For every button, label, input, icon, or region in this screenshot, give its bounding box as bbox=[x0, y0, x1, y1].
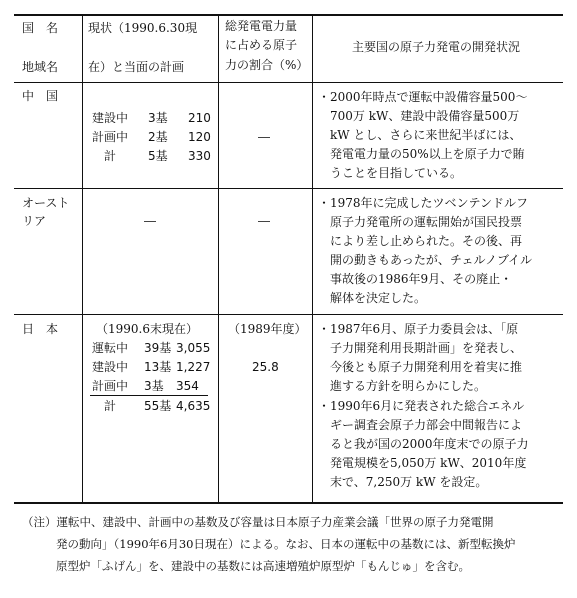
development-line: により差し止められた。その後、再 bbox=[330, 234, 523, 248]
table-bottom-rule bbox=[14, 502, 563, 504]
development-line: 末で、7,250万 kW を設定。 bbox=[330, 475, 488, 489]
header-country: 国 名 bbox=[22, 21, 59, 35]
plan-label: 計 bbox=[104, 149, 117, 163]
note-line: 発の動向」（1990年6月30日現在）による。なお、日本の運転中の基数には、新型転換炉 bbox=[56, 537, 516, 551]
note-line: 原型炉「ふげん」を、建設中の基数には高速増殖炉原型炉「もんじゅ」を含む。 bbox=[56, 559, 470, 573]
share-year: （1989年度） bbox=[228, 322, 307, 336]
header-development: 主要国の原子力発電の開発状況 bbox=[352, 40, 521, 54]
country-austria-line2: リア bbox=[22, 214, 47, 228]
header-status-line1: 現状（1990.6.30現 bbox=[88, 21, 198, 35]
plan-label: 計画中 bbox=[92, 379, 129, 393]
development-line: 700万 kW、建設中設備容量500万 bbox=[330, 109, 520, 123]
plan-label: 計画中 bbox=[92, 130, 129, 144]
subtotal-rule bbox=[90, 395, 208, 396]
plan-capacity: 3,055 bbox=[176, 341, 211, 355]
plan-count: 5基 bbox=[148, 149, 168, 163]
plan-capacity: 330 bbox=[188, 149, 211, 163]
development-line: ・1990年6月に発表された総合エネル bbox=[318, 399, 525, 413]
plan-dash: ― bbox=[144, 214, 156, 228]
country-china: 中 国 bbox=[22, 89, 59, 103]
development-line: 発電規模を5,050万 kW、2010年度 bbox=[330, 456, 527, 470]
development-line: 今後とも原子力開発利用を着実に推 bbox=[330, 360, 523, 374]
table-top-rule bbox=[14, 14, 563, 16]
plan-count: 3基 bbox=[144, 379, 164, 393]
development-line: 子力開発利用長期計画」を発表し、 bbox=[330, 341, 523, 355]
header-status-line2: 在）と当面の計画 bbox=[88, 60, 185, 74]
plan-capacity: 4,635 bbox=[176, 399, 211, 413]
plan-count: 39基 bbox=[144, 341, 172, 355]
development-line: ると我が国の2000年度末での原子力 bbox=[330, 437, 529, 451]
share-value: 25.8 bbox=[252, 360, 279, 374]
plan-capacity: 1,227 bbox=[176, 360, 211, 374]
plan-label: 建設中 bbox=[92, 111, 129, 125]
header-bottom-rule bbox=[14, 82, 563, 83]
development-line: ・2000年時点で運転中設備容量500～ bbox=[318, 90, 528, 104]
plan-capacity: 120 bbox=[188, 130, 211, 144]
header-share-line2: に占める原子 bbox=[225, 38, 298, 52]
header-share-line1: 総発電電力量 bbox=[225, 19, 298, 33]
column-divider-3 bbox=[312, 14, 313, 502]
plan-count: 2基 bbox=[148, 130, 168, 144]
development-line: 原子力発電所の運転開始が国民投票 bbox=[330, 215, 523, 229]
share-value: ― bbox=[258, 130, 270, 144]
country-japan: 日 本 bbox=[22, 322, 59, 336]
plan-capacity: 210 bbox=[188, 111, 211, 125]
development-line: 発電電力量の50%以上を原子力で賄 bbox=[330, 147, 525, 161]
country-austria-line1: オースト bbox=[22, 196, 70, 210]
note-line: （注）運転中、建設中、計画中の基数及び容量は日本原子力産業会議「世界の原子力発電開 bbox=[22, 515, 494, 529]
plan-capacity: 354 bbox=[176, 379, 199, 393]
development-line: kW とし、さらに来世紀半ばには、 bbox=[330, 128, 522, 142]
development-line: うことを目指している。 bbox=[330, 166, 463, 180]
column-divider-1 bbox=[82, 14, 83, 502]
plan-count: 55基 bbox=[144, 399, 172, 413]
header-region: 地域名 bbox=[22, 60, 59, 74]
plan-count: 3基 bbox=[148, 111, 168, 125]
row-divider-2 bbox=[14, 314, 563, 315]
plan-label: 運転中 bbox=[92, 341, 129, 355]
plan-label: 建設中 bbox=[92, 360, 129, 374]
development-line: 解体を決定した。 bbox=[330, 291, 427, 305]
share-value: ― bbox=[258, 214, 270, 228]
development-line: ・1987年6月、原子力委員会は、「原 bbox=[318, 322, 519, 336]
development-line: ギー調査会原子力部会中間報告によ bbox=[330, 418, 523, 432]
row-divider-1 bbox=[14, 188, 563, 189]
plan-count: 13基 bbox=[144, 360, 172, 374]
header-share-line3: 力の割合（%） bbox=[225, 58, 309, 72]
development-line: 事故後の1986年9月、その廃止・ bbox=[330, 272, 513, 286]
plan-label: 計 bbox=[104, 399, 117, 413]
development-line: 開の動きもあったが、チェルノブイル bbox=[330, 253, 532, 267]
development-line: 進する方針を明らかにした。 bbox=[330, 379, 487, 393]
development-line: ・1978年に完成したツベンテンドルフ bbox=[318, 196, 528, 210]
plan-date: （1990.6末現在） bbox=[96, 322, 198, 336]
column-divider-2 bbox=[218, 14, 219, 502]
